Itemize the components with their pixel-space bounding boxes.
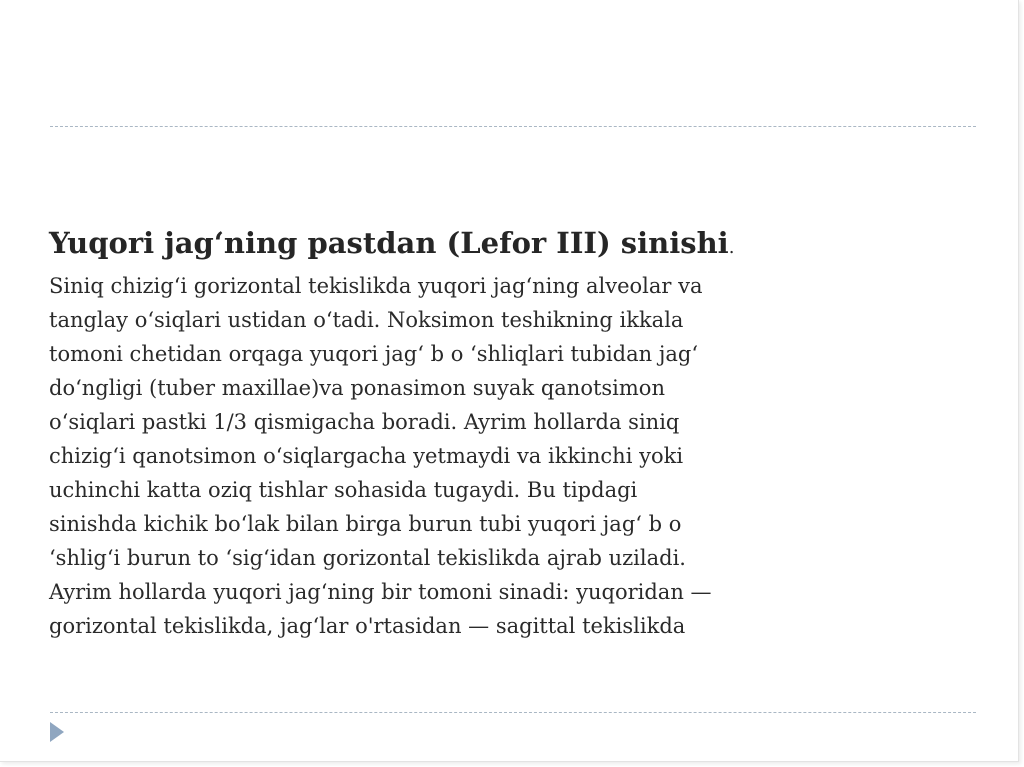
body-line: chizig‘i qanotsimon o‘siqlargacha yetmaydi va ikkinchi yoki xyxy=(49,444,684,468)
body-line: Ayrim hollarda yuqori jag‘ning bir tomoni sinadi: yuqoridan — xyxy=(49,580,712,604)
body-line: ‘shlig‘i burun to ‘sig‘idan gorizontal tekislikda ajrab uziladi. xyxy=(49,546,686,570)
top-divider xyxy=(50,126,976,127)
body-line: gorizontal tekislikda, jag‘lar o'rtasidan — sagittal tekislikda xyxy=(49,614,686,638)
body-line: tomoni chetidan orqaga yuqori jag‘ b o ‘shliqlari tubidan jag‘ xyxy=(49,342,698,366)
slide-content xyxy=(49,222,949,643)
body-line: Siniq chizig‘i gorizontal tekislikda yuqori jag‘ning alveolar va xyxy=(49,274,703,298)
play-triangle-icon[interactable] xyxy=(50,722,64,742)
body-line: sinishda kichik bo‘lak bilan birga burun tubi yuqori jag‘ b o xyxy=(49,512,682,536)
heading-text: Yuqori jag‘ning pastdan (Lefor III) sinishi xyxy=(49,226,729,260)
heading-dot: . xyxy=(728,237,735,258)
body-line: uchinchi katta oziq tishlar sohasida tugaydi. Bu tipdagi xyxy=(49,478,638,502)
bottom-divider xyxy=(50,712,976,713)
body-line: do‘ngligi (tuber maxillae)va ponasimon suyak qanotsimon xyxy=(49,376,665,400)
slide-heading xyxy=(49,222,949,269)
body-line: o‘siqlari pastki 1/3 qismigacha boradi. Ayrim hollarda siniq xyxy=(49,410,680,434)
body-line: tanglay o‘siqlari ustidan o‘tadi. Noksimon teshikning ikkala xyxy=(49,308,684,332)
